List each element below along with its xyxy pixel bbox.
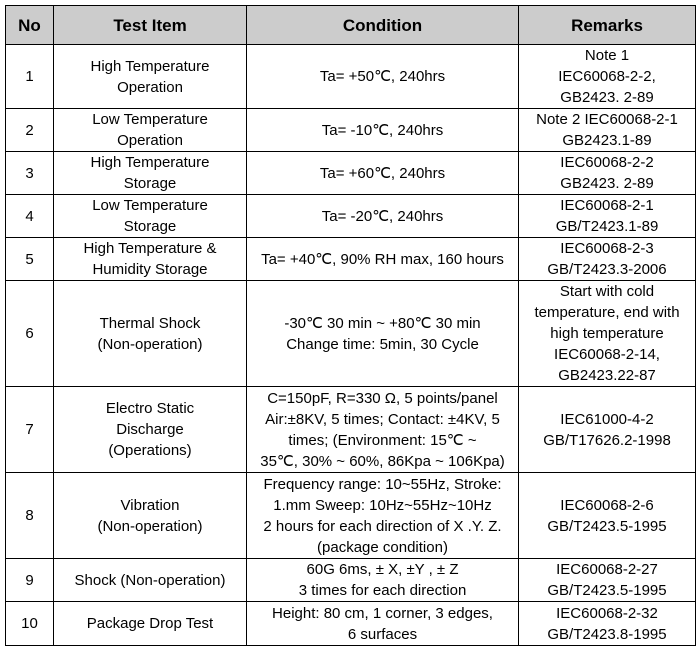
test-table bbox=[5, 5, 696, 646]
condition-cell-line: (package condition) bbox=[317, 538, 448, 556]
condition-cell-line: Height: 80 cm, 1 corner, 3 edges, bbox=[272, 604, 493, 622]
remarks-cell bbox=[519, 387, 696, 473]
row-number: 3 bbox=[6, 152, 54, 195]
test-item-cell bbox=[54, 602, 247, 646]
remarks-cell-line: IEC60068-2-3 bbox=[560, 240, 654, 257]
condition-cell-line: C=150pF, R=330 Ω, 5 points/panel bbox=[267, 389, 498, 407]
test-item-cell-line: Storage bbox=[123, 175, 177, 192]
remarks-cell-line: IEC60068-2-32 bbox=[556, 604, 658, 622]
condition-cell-line: 6 surfaces bbox=[347, 625, 418, 643]
test-item-cell bbox=[54, 559, 247, 602]
row-number: 8 bbox=[6, 473, 54, 559]
remarks-cell-line: GB2423. 2-89 bbox=[560, 175, 654, 192]
remarks-cell bbox=[519, 559, 696, 602]
remarks-cell bbox=[519, 281, 696, 387]
remarks-cell-line: IEC60068-2-2 bbox=[560, 154, 654, 171]
condition-cell-line: Ta= -10℃, 240hrs bbox=[321, 121, 444, 139]
condition-cell-line: Air:±8KV, 5 times; Contact: ±4KV, 5 bbox=[265, 410, 500, 428]
condition-cell-line: Ta= +60℃, 240hrs bbox=[319, 164, 446, 182]
remarks-cell-line: IEC61000-4-2 bbox=[560, 410, 654, 428]
table-row bbox=[6, 602, 696, 646]
table-row bbox=[6, 109, 696, 152]
test-item-cell-line: Package Drop Test bbox=[86, 615, 214, 632]
test-item-cell-line: Shock (Non-operation) bbox=[74, 571, 226, 589]
header-no: No bbox=[6, 6, 54, 45]
test-item-cell bbox=[54, 109, 247, 152]
test-item-cell-line: Low Temperature bbox=[92, 197, 208, 214]
condition-cell bbox=[247, 281, 519, 387]
table-row bbox=[6, 152, 696, 195]
remarks-cell-line: IEC60068-2-14, bbox=[554, 346, 660, 363]
table-row bbox=[6, 559, 696, 602]
test-item-cell bbox=[54, 281, 247, 387]
remarks-cell-line: GB/T2423.1-89 bbox=[555, 218, 659, 235]
remarks-cell bbox=[519, 109, 696, 152]
test-item-cell-line: Operation bbox=[117, 78, 183, 96]
test-item-cell-line: High Temperature bbox=[90, 154, 210, 171]
remarks-cell-line: IEC60068-2-1 bbox=[560, 197, 654, 214]
test-item-cell-line: Vibration bbox=[120, 496, 180, 514]
header-condition: Condition bbox=[247, 6, 519, 45]
row-number: 1 bbox=[6, 45, 54, 109]
remarks-cell-line: GB/T2423.5-1995 bbox=[547, 517, 667, 535]
test-item-cell-line: Electro Static bbox=[105, 400, 195, 417]
remarks-cell-line: Note 2 IEC60068-2-1 bbox=[536, 111, 678, 128]
table-row bbox=[6, 387, 696, 473]
remarks-cell-line: Start with cold bbox=[559, 283, 655, 300]
remarks-cell bbox=[519, 473, 696, 559]
test-item-cell-line: (Operations) bbox=[108, 442, 192, 459]
remarks-cell-line: high temperature bbox=[550, 325, 664, 342]
condition-cell bbox=[247, 45, 519, 109]
row-number: 5 bbox=[6, 238, 54, 281]
remarks-cell-line: Note 1 bbox=[584, 47, 630, 64]
condition-cell-line: 2 hours for each direction of X .Y. Z. bbox=[263, 517, 502, 535]
test-item-cell-line: Low Temperature bbox=[92, 111, 208, 128]
table-row bbox=[6, 473, 696, 559]
table-row bbox=[6, 195, 696, 238]
condition-cell-line: Change time: 5min, 30 Cycle bbox=[286, 335, 479, 353]
remarks-cell-line: IEC60068-2-2, bbox=[558, 68, 656, 85]
test-item-cell-line: Storage bbox=[123, 218, 177, 235]
remarks-cell-line: IEC60068-2-6 bbox=[560, 496, 654, 514]
test-item-cell bbox=[54, 387, 247, 473]
condition-cell bbox=[247, 109, 519, 152]
remarks-cell-line: GB/T17626.2-1998 bbox=[543, 431, 671, 449]
test-item-cell bbox=[54, 152, 247, 195]
test-item-cell-line: Operation bbox=[117, 132, 183, 149]
remarks-cell-line: temperature, end with bbox=[534, 304, 680, 321]
header-remarks: Remarks bbox=[519, 6, 696, 45]
table-row bbox=[6, 281, 696, 387]
condition-cell bbox=[247, 152, 519, 195]
remarks-cell bbox=[519, 195, 696, 238]
test-item-cell-line: Discharge bbox=[116, 421, 184, 438]
header-row bbox=[6, 6, 696, 45]
remarks-cell-line: GB2423. 2-89 bbox=[560, 89, 654, 106]
condition-cell-line: Ta= +40℃, 90% RH max, 160 hours bbox=[261, 250, 504, 268]
row-number: 10 bbox=[6, 602, 54, 646]
header-test-item: Test Item bbox=[54, 6, 247, 45]
row-number: 4 bbox=[6, 195, 54, 238]
remarks-cell bbox=[519, 238, 696, 281]
row-number: 2 bbox=[6, 109, 54, 152]
test-item-cell bbox=[54, 473, 247, 559]
condition-cell bbox=[247, 387, 519, 473]
row-number: 7 bbox=[6, 387, 54, 473]
condition-cell-line: Ta= -20℃, 240hrs bbox=[321, 207, 444, 225]
test-item-cell-line: High Temperature & bbox=[83, 240, 217, 257]
remarks-cell-line: GB/T2423.8-1995 bbox=[547, 625, 667, 643]
condition-cell bbox=[247, 473, 519, 559]
condition-cell-line: 35℃, 30% ~ 60%, 86Kpa ~ 106Kpa) bbox=[260, 452, 505, 470]
test-item-cell bbox=[54, 195, 247, 238]
row-number: 9 bbox=[6, 559, 54, 602]
remarks-cell-line: GB/T2423.5-1995 bbox=[547, 582, 667, 599]
condition-cell bbox=[247, 602, 519, 646]
table-row bbox=[6, 45, 696, 109]
condition-cell-line: Ta= +50℃, 240hrs bbox=[319, 68, 446, 85]
condition-cell bbox=[247, 195, 519, 238]
condition-cell bbox=[247, 238, 519, 281]
condition-cell-line: 3 times for each direction bbox=[298, 582, 467, 599]
remarks-cell bbox=[519, 45, 696, 109]
test-item-cell-line: Humidity Storage bbox=[92, 261, 208, 278]
remarks-cell-line: IEC60068-2-27 bbox=[556, 561, 658, 578]
condition-cell-line: times; (Environment: 15℃ ~ bbox=[288, 431, 477, 449]
test-item-cell bbox=[54, 45, 247, 109]
row-number: 6 bbox=[6, 281, 54, 387]
test-item-cell-line: (Non-operation) bbox=[97, 517, 203, 535]
condition-cell-line: Frequency range: 10~55Hz, Stroke: bbox=[263, 475, 502, 493]
table-row bbox=[6, 238, 696, 281]
test-item-cell-line: Thermal Shock bbox=[99, 314, 201, 332]
remarks-cell bbox=[519, 602, 696, 646]
table-body bbox=[6, 45, 696, 646]
remarks-cell-line: GB2423.1-89 bbox=[562, 132, 652, 149]
test-item-cell-line: (Non-operation) bbox=[97, 335, 203, 353]
remarks-cell-line: GB2423.22-87 bbox=[558, 367, 656, 384]
condition-cell-line: -30℃ 30 min ~ +80℃ 30 min bbox=[284, 314, 481, 332]
test-item-cell bbox=[54, 238, 247, 281]
remarks-cell-line: GB/T2423.3-2006 bbox=[547, 261, 667, 278]
remarks-cell bbox=[519, 152, 696, 195]
condition-cell-line: 60G 6ms, ± X, ±Y , ± Z bbox=[306, 561, 459, 578]
test-item-cell-line: High Temperature bbox=[90, 57, 210, 75]
condition-cell bbox=[247, 559, 519, 602]
condition-cell-line: 1.mm Sweep: 10Hz~55Hz~10Hz bbox=[273, 496, 492, 514]
